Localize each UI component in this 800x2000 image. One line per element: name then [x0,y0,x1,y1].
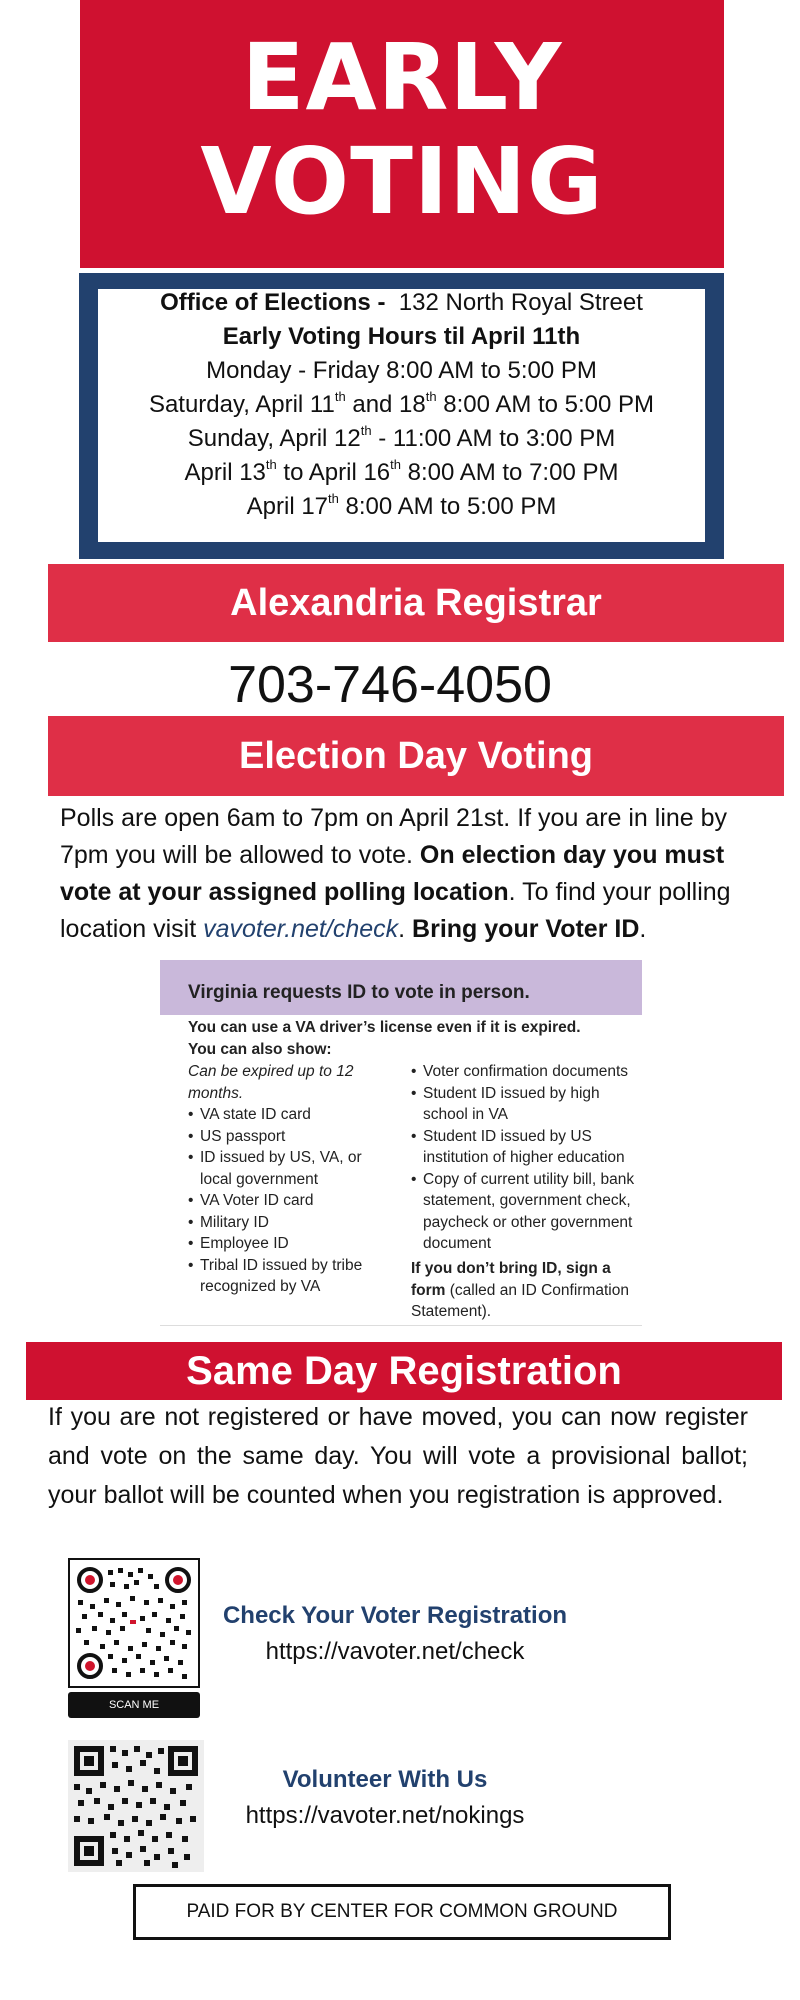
range-text-3: 8:00 AM to 7:00 PM [401,459,619,486]
qr-code-icon [70,1560,198,1686]
list-item: • ID issued by US, VA, or local government [188,1147,388,1190]
no-id-bold: If you don’t bring ID, sign a form [411,1260,611,1299]
sun-text-1: Sunday, April 12 [187,425,361,452]
sat-sup-2: th [425,389,437,404]
sat-sup-1: th [334,389,346,404]
last-text-2: 8:00 AM to 5:00 PM [338,493,557,520]
registrar-phone[interactable]: 703-746-4050 [228,656,552,714]
same-day-banner: Same Day Registration [26,1342,782,1400]
volunteer-title: Volunteer With Us [282,1766,488,1793]
list-item: • Tribal ID issued by tribe recognized by VA [188,1255,388,1298]
id-expiry-note: Can be expired up to 12 months. [188,1063,354,1102]
list-item: • Military ID [188,1212,388,1234]
range-text-1: April 13 [184,459,266,486]
qr-code-volunteer[interactable] [68,1740,204,1872]
no-id-rest: (called an ID Confirmation Statement). [411,1281,629,1320]
sunday-hours [98,424,705,454]
polls-bold-2: Bring your Voter ID [412,915,640,943]
office-name: Office of Elections - [160,289,386,316]
qr-code-check[interactable] [68,1558,200,1688]
id-intro [188,1017,628,1060]
sat-text-2: and 18 [345,391,426,418]
check-registration-title: Check Your Voter Registration [222,1602,568,1629]
last-sup: th [328,491,339,506]
sun-sup: th [360,423,372,438]
election-day-text [60,800,780,948]
paid-for-disclaimer: PAID FOR BY CENTER FOR COMMON GROUND [133,1884,671,1940]
polls-bold-1: On election day you must vote at your assigned polling location [60,841,725,906]
sat-text-1: Saturday, April 11 [148,391,335,418]
polls-text-4: . [639,915,647,943]
range-text-2: to April 16 [276,459,391,486]
range-hours [98,458,705,488]
saturday-hours [98,390,705,420]
last-day-hours [98,492,705,522]
registrar-banner: Alexandria Registrar [48,564,784,642]
title-line-early: EARLY [241,24,563,131]
polls-text-3: . [398,915,413,943]
polls-text-1: Polls are open 6am to 7pm on April 21st. If you are in line by 7pm you will be allowed to vote. [60,804,728,869]
id-right-column [411,1061,641,1255]
id-intro-license: You can use a VA driver’s license even if it is expired. [188,1019,581,1036]
list-item: • Student ID issued by high school in VA [411,1083,641,1126]
office-address: 132 North Royal Street [398,289,643,316]
list-item: • VA state ID card [188,1104,388,1126]
election-day-banner: Election Day Voting [48,716,784,796]
list-item: • Voter confirmation documents [411,1061,641,1083]
last-text-1: April 17 [246,493,329,520]
weekday-hours: Monday - Friday 8:00 AM to 5:00 PM [206,357,597,384]
range-sup-2: th [390,457,401,472]
list-item: • VA Voter ID card [188,1190,388,1212]
page-title [80,26,724,234]
list-item: • Copy of current utility bill, bank statement, government check, paycheck or other government document [411,1169,641,1255]
hours-heading: Early Voting Hours til April 11th [222,323,581,350]
volunteer-url[interactable]: https://vavoter.net/nokings [245,1802,525,1829]
qr-code-icon [68,1740,204,1872]
polls-text-2: . To find your polling location visit [60,878,731,943]
same-day-text: If you are not registered or have moved, you can now register and vote on the same day. You will vote a provisional ballot; your ballot will be counted when you registration is approved. [48,1403,748,1509]
id-card-title: Virginia requests ID to vote in person. [188,982,530,1003]
no-id-note [411,1258,641,1323]
sat-text-3: 8:00 AM to 5:00 PM [436,391,655,418]
scan-me-label: SCAN ME [68,1692,200,1718]
id-left-column [188,1061,388,1298]
range-sup-1: th [265,457,277,472]
list-item: • Employee ID [188,1233,388,1255]
polling-location-link[interactable]: vavoter.net/check [203,915,399,943]
list-item: • US passport [188,1126,388,1148]
office-address-line [98,288,705,318]
check-registration-url[interactable]: https://vavoter.net/check [265,1638,525,1665]
list-item: • Student ID issued by US institution of higher education [411,1126,641,1169]
id-intro-also: You can also show: [188,1040,332,1058]
title-line-voting: VOTING [200,128,604,235]
sun-text-2: - 11:00 AM to 3:00 PM [371,425,616,452]
